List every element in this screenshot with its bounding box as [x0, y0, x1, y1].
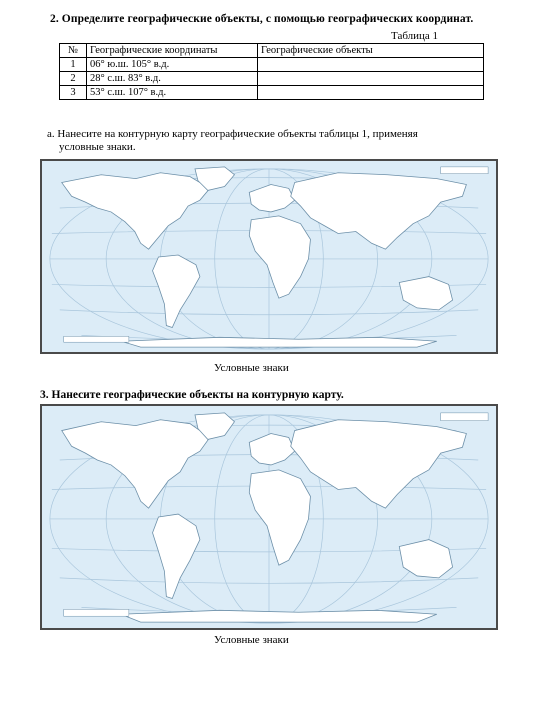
europe-shape — [249, 185, 294, 212]
row-number: 2 — [60, 72, 87, 86]
row-object-answer[interactable] — [258, 58, 484, 72]
africa-shape — [249, 470, 310, 565]
world-contour-map — [42, 406, 496, 628]
australia-shape — [399, 540, 452, 578]
antarctica-shape — [121, 610, 437, 622]
world-contour-map — [42, 161, 496, 352]
row-coordinates: 28° с.ш. 83° в.д. — [87, 72, 258, 86]
table-row — [60, 72, 484, 86]
table-row — [60, 86, 484, 100]
row-number: 1 — [60, 58, 87, 72]
table-caption: Таблица 1 — [391, 30, 439, 42]
table-header-row — [60, 44, 484, 58]
task-a-line-2: условные знаки. — [59, 141, 136, 153]
south-america-shape — [153, 255, 200, 327]
europe-shape — [249, 434, 294, 465]
row-object-answer[interactable] — [258, 86, 484, 100]
australia-shape — [399, 277, 452, 310]
south-america-shape — [153, 514, 200, 598]
row-object-answer[interactable] — [258, 72, 484, 86]
legend-label-2: Условные знаки — [214, 634, 289, 646]
north-america-shape — [62, 420, 210, 508]
asia-shape — [291, 420, 467, 508]
table-row — [60, 58, 484, 72]
row-coordinates: 06° ю.ш. 105° в.д. — [87, 58, 258, 72]
row-number: 3 — [60, 86, 87, 100]
coordinates-table — [59, 43, 484, 100]
task-a-line-1: a. Нанесите на контурную карту географические объекты таблицы 1, применяя — [47, 128, 418, 140]
legend-label-1: Условные знаки — [214, 362, 289, 374]
row-coordinates: 53° с.ш. 107° в.д. — [87, 86, 258, 100]
contour-map-2[interactable] — [40, 404, 498, 630]
header-coordinates: Географические координаты — [87, 44, 258, 58]
africa-shape — [249, 216, 310, 298]
task-2-title: 2. Определите географические объекты, с помощью географических координат. — [50, 13, 474, 25]
task-a-instruction — [47, 128, 487, 154]
asia-shape — [291, 173, 467, 249]
header-objects: Географические объекты — [258, 44, 484, 58]
task-3-title: 3. Нанесите географические объекты на контурную карту. — [40, 389, 344, 401]
header-number: № — [60, 44, 87, 58]
contour-map-1[interactable] — [40, 159, 498, 354]
